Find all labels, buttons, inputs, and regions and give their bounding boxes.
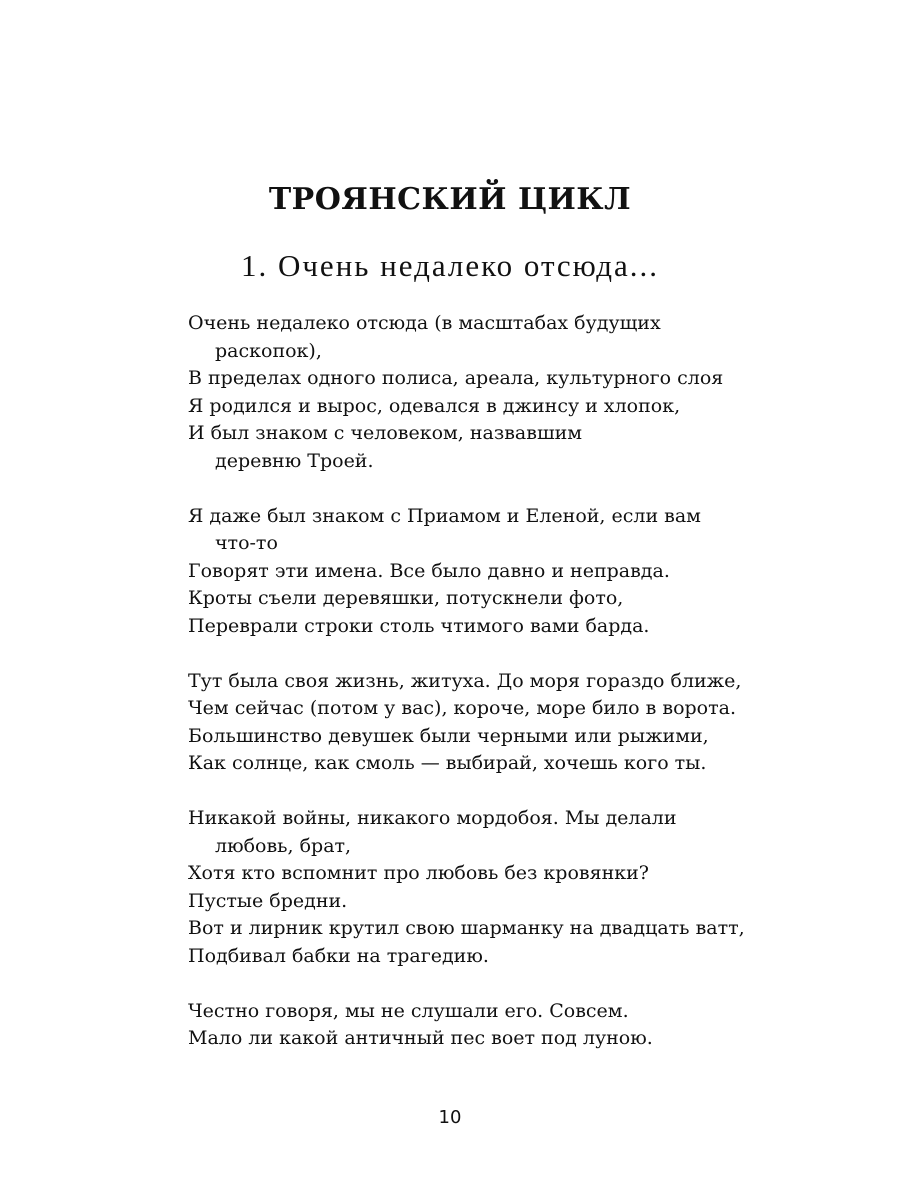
poem-body xyxy=(188,310,788,1080)
stanza-3 xyxy=(188,668,788,778)
poem-title: 1. Очень недалеко отсюда... xyxy=(240,248,660,283)
poem-line-continuation: что-то xyxy=(215,532,278,554)
poem-line-continuation: любовь, брат, xyxy=(215,834,352,857)
poem-line: В пределах одного полиса, ареала, культурного слоя xyxy=(188,367,724,389)
poem-line: Вот и лирник крутил свою шарманку на двадцать ватт, xyxy=(188,917,745,939)
poem-line: Я родился и вырос, одевался в джинсу и хлопок, xyxy=(188,394,681,417)
stanza-2 xyxy=(188,503,788,641)
poem-line-continuation: деревню Троей. xyxy=(215,449,374,472)
poem-line: Говорят эти имена. Все было давно и неправда. xyxy=(188,559,670,582)
poem-line: Очень недалеко отсюда (в масштабах будущих xyxy=(188,312,661,334)
stanza-5 xyxy=(188,998,788,1053)
poem-line: Подбивал бабки на трагедию. xyxy=(188,944,489,967)
stanza-1 xyxy=(188,310,788,475)
poem-line: И был знаком с человеком, назвавшим xyxy=(188,422,583,444)
poem-line: Как солнце, как смоль — выбирай, хочешь кого ты. xyxy=(188,752,707,774)
poem-line: Большинство девушек были черными или рыжими, xyxy=(188,724,709,747)
poem-line: Хотя кто вспомнит про любовь без кровянки? xyxy=(188,862,649,884)
poem-line: Чем сейчас (потом у вас), короче, море било в ворота. xyxy=(188,697,736,719)
stanza-4 xyxy=(188,805,788,970)
page-number: 10 xyxy=(438,1107,462,1128)
poem-line: Переврали строки столь чтимого вами барда. xyxy=(188,614,650,637)
poem-line: Никакой войны, никакого мордобоя. Мы делали xyxy=(188,807,677,829)
poem-line: Кроты съели деревяшки, потускнели фото, xyxy=(188,587,624,609)
poem-line: Честно говоря, мы не слушали его. Совсем. xyxy=(188,999,629,1022)
cycle-title: ТРОЯНСКИЙ ЦИКЛ xyxy=(268,182,632,217)
poem-line: Я даже был знаком с Приамом и Еленой, если вам xyxy=(188,504,701,527)
poem-line-continuation: раскопок), xyxy=(215,339,322,362)
poem-line: Пустые бредни. xyxy=(188,889,348,912)
poem-line: Мало ли какой античный пес воет под луною. xyxy=(188,1027,653,1049)
poem-line: Тут была своя жизнь, житуха. До моря гораздо ближе, xyxy=(188,669,742,692)
